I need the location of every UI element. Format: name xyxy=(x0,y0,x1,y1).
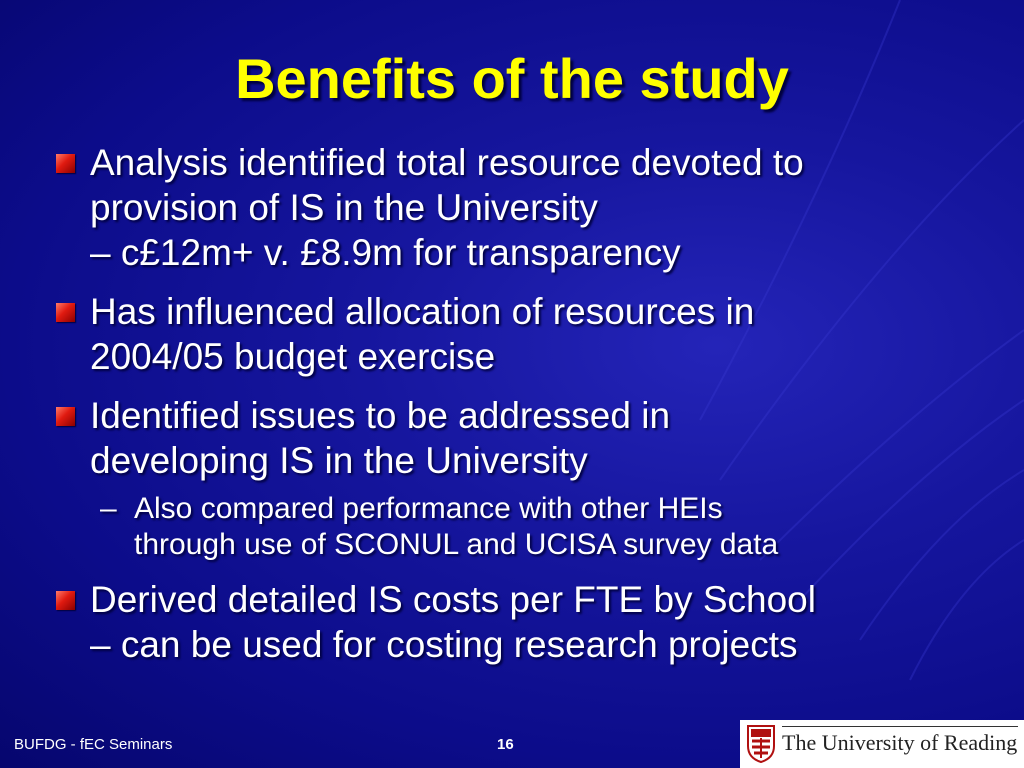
page-number: 16 xyxy=(497,736,514,753)
sub-bullet-line: Also compared performance with other HEIs xyxy=(134,492,723,525)
bullet-item xyxy=(56,289,976,379)
university-logo xyxy=(740,720,1024,768)
logo-rule xyxy=(782,726,1018,727)
bullet-line: Identified issues to be addressed in xyxy=(90,395,671,436)
bullet-line: Analysis identified total resource devoted to xyxy=(90,142,804,183)
bullet-line: – can be used for costing research projects xyxy=(90,624,798,665)
bullet-line: provision of IS in the University xyxy=(90,187,598,228)
bullet-line: 2004/05 budget exercise xyxy=(90,336,496,377)
red-square-bullet-icon xyxy=(56,303,75,322)
red-square-bullet-icon xyxy=(56,407,75,426)
bullet-item xyxy=(56,577,976,667)
sub-bullet-dash: – xyxy=(100,492,117,525)
university-crest-icon xyxy=(746,724,776,764)
logo-text: The University of Reading xyxy=(782,730,1018,755)
bullet-item xyxy=(56,393,976,483)
red-square-bullet-icon xyxy=(56,591,75,610)
bullet-line: – c£12m+ v. £8.9m for transparency xyxy=(90,232,681,273)
bullet-line: Derived detailed IS costs per FTE by School xyxy=(90,579,816,620)
bullet-line: Has influenced allocation of resources in xyxy=(90,291,755,332)
bullet-list xyxy=(56,140,976,681)
sub-bullet-item xyxy=(56,491,976,563)
bullet-line: developing IS in the University xyxy=(90,440,588,481)
footer-text: BUFDG - fEC Seminars xyxy=(14,736,173,753)
slide-title: Benefits of the study xyxy=(235,47,789,110)
bullet-item xyxy=(56,140,976,275)
red-square-bullet-icon xyxy=(56,154,75,173)
sub-bullet-line: through use of SCONUL and UCISA survey data xyxy=(134,528,779,561)
